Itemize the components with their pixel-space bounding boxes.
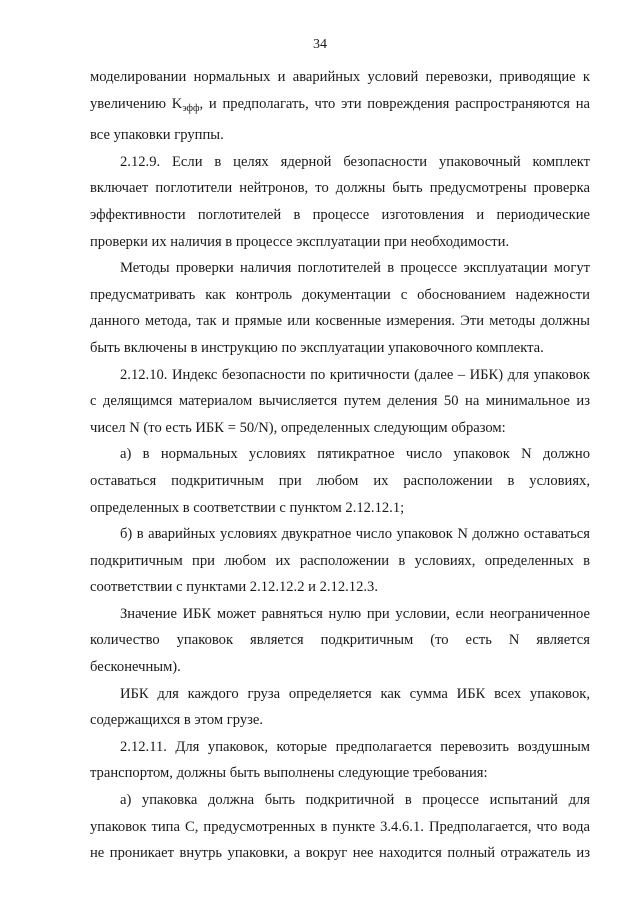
text-line: соответствии с пунктами 2.12.12.2 и 2.12.12.3. <box>90 579 378 596</box>
text-line: не проникает внутрь упаковки, а вокруг нее находится полный отражатель из <box>90 845 590 862</box>
subscript: эфф <box>182 102 200 114</box>
paragraph <box>90 64 590 149</box>
paragraph <box>90 149 590 255</box>
paragraph <box>90 601 590 681</box>
text-line: подкритичным при любом их расположении в условиях, определенных в <box>90 552 590 569</box>
text-line: быть включены в инструкцию по эксплуатации упаковочного комплекта. <box>90 339 544 356</box>
text-line: б) в аварийных условиях двукратное число упаковок N должно оставаться <box>120 526 590 543</box>
text-line: определенных в соответствии с пунктом 2.12.12.1; <box>90 499 405 516</box>
text-line: ИБК для каждого груза определяется как сумма ИБК всех упаковок, <box>120 685 590 702</box>
paragraph <box>90 734 590 787</box>
text-line: а) упаковка должна быть подкритичной в процессе испытаний для <box>120 792 590 809</box>
text-line: 2.12.11. Для упаковок, которые предполагается перевозить воздушным <box>120 738 590 755</box>
paragraph <box>90 362 590 442</box>
text-line: чисел N (то есть ИБК = 50/N), определенных следующим образом: <box>90 419 506 436</box>
text-line: с делящимся материалом вычисляется путем деления 50 на минимальное из <box>90 393 590 410</box>
text-line: количество упаковок является подкритичным (то есть N является <box>90 632 590 649</box>
paragraph <box>90 681 590 734</box>
text-line: моделировании нормальных и аварийных условий перевозки, приводящие к <box>90 69 590 85</box>
text-line: транспортом, должны быть выполнены следующие требования: <box>90 765 488 782</box>
text-line: а) в нормальных условиях пятикратное число упаковок N должно <box>120 446 590 463</box>
text-line: предусматривать как контроль документации с обоснованием надежности <box>90 286 590 303</box>
text-fragment: , и предполагать, что эти повреждения распространяются на <box>199 95 590 112</box>
text-line: упаковок типа C, предусмотренных в пункте 3.4.6.1. Предполагается, что вода <box>90 818 590 835</box>
text-line: Методы проверки наличия поглотителей в процессе эксплуатации могут <box>120 260 590 277</box>
paragraph <box>90 521 590 601</box>
paragraph <box>90 255 590 361</box>
text-line: данного метода, так и прямые или косвенные измерения. Эти методы должны <box>90 313 590 330</box>
paragraph <box>90 441 590 521</box>
text-line: содержащихся в этом грузе. <box>90 712 264 729</box>
text-line: включает поглотители нейтронов, то должны быть предусмотрены проверка <box>90 180 590 197</box>
text-line: эффективности поглотителей в процессе изготовления и периодические <box>90 206 590 223</box>
text-line: оставаться подкритичным при любом их расположении в условиях, <box>90 472 590 489</box>
document-body <box>90 64 590 867</box>
text-line <box>90 91 590 123</box>
text-line: 2.12.10. Индекс безопасности по критичности (далее – ИБК) для упаковок <box>120 366 590 383</box>
text-fragment: увеличению K <box>90 95 183 112</box>
text-line: все упаковки группы. <box>90 127 224 144</box>
paragraph <box>90 787 590 867</box>
text-line: Значение ИБК может равняться нулю при условии, если неограниченное <box>120 605 590 622</box>
text-line: проверки их наличия в процессе эксплуатации при необходимости. <box>90 233 510 250</box>
page-number: 34 <box>313 37 327 52</box>
text-line: бесконечным). <box>90 659 181 676</box>
text-line: 2.12.9. Если в целях ядерной безопасности упаковочный комплект <box>120 153 590 170</box>
